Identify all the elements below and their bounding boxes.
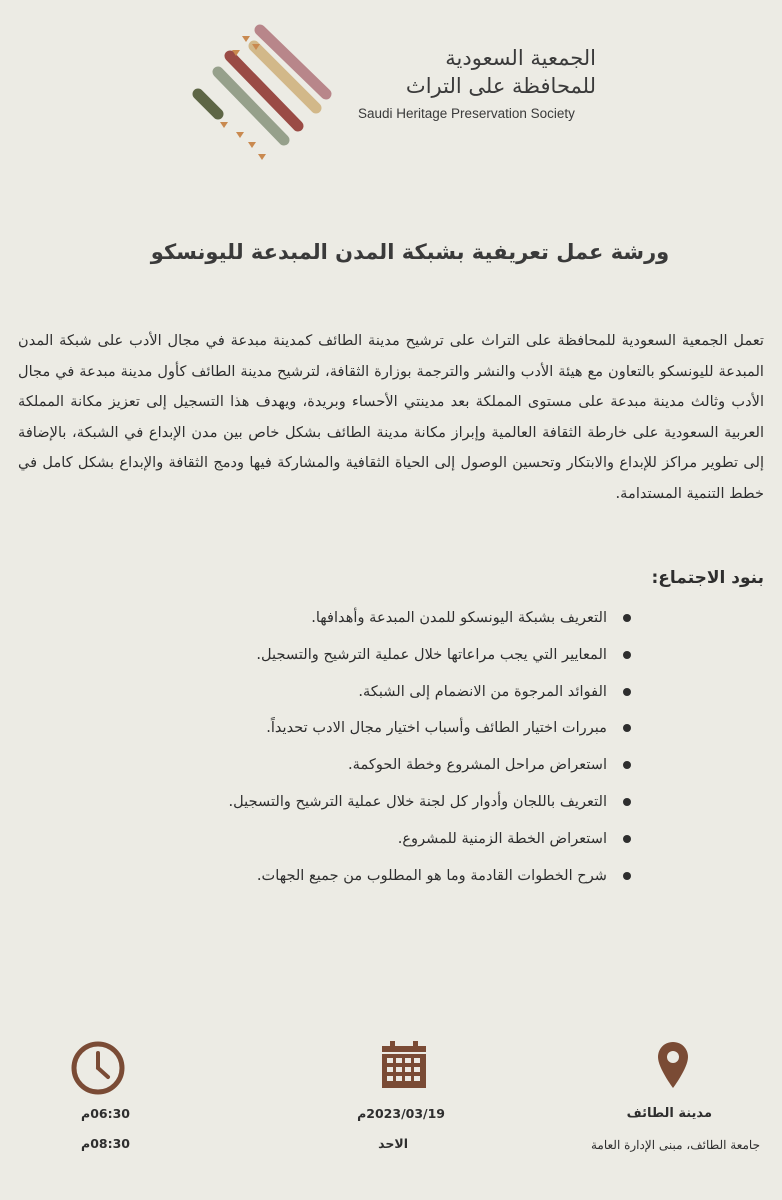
agenda-heading: بنود الاجتماع:	[651, 568, 764, 588]
agenda-item	[150, 677, 635, 714]
agenda-item	[150, 750, 635, 787]
bullet-icon	[623, 651, 631, 659]
agenda-item	[150, 787, 635, 824]
agenda-item-text: الفوائد المرجوة من الانضمام إلى الشبكة.	[358, 682, 607, 700]
location-pin-icon	[656, 1040, 690, 1090]
bullet-icon	[623, 761, 631, 769]
agenda-item	[150, 861, 635, 898]
bullet-icon	[623, 872, 631, 880]
agenda-item	[150, 713, 635, 750]
event-date: 2023/03/19م	[357, 1106, 445, 1121]
agenda-item-text: شرح الخطوات القادمة وما هو المطلوب من جميع الجهات.	[256, 866, 607, 884]
event-day: الاحد	[378, 1136, 408, 1151]
agenda-item-text: استعراض الخطة الزمنية للمشروع.	[397, 829, 607, 847]
event-city: مدينة الطائف	[626, 1106, 712, 1121]
agenda-item-text: التعريف بشبكة اليونسكو للمدن المبدعة وأهدافها.	[311, 609, 607, 626]
agenda-item	[150, 640, 635, 677]
calendar-icon	[380, 1040, 428, 1090]
bullet-icon	[623, 798, 631, 806]
society-logo-icon	[188, 22, 338, 167]
society-name-en: Saudi Heritage Preservation Society	[358, 106, 575, 121]
agenda-item-text: مبررات اختيار الطائف وأسباب اختيار مجال الادب تحديداً.	[266, 719, 607, 737]
agenda-item	[150, 824, 635, 861]
bullet-icon	[623, 835, 631, 843]
page-title: ورشة عمل تعريفية بشبكة المدن المبدعة لليونسكو	[150, 240, 670, 264]
bullet-icon	[623, 614, 631, 622]
agenda-list	[150, 603, 635, 897]
intro-paragraph: تعمل الجمعية السعودية للمحافظة على التراث على ترشيح مدينة الطائف كمدينة مبدعة في مجال الأدب على شبكة المدن المبدعة لليونسكو بالتعاون مع هيئة الأدب والنشر والترجمة بوزارة الثقافة، لترشيح مدينة الطائف كأول مدينة مبدعة في مجال الأدب وثالث مدينة مبدعة على مستوى المملكة بعد مدينتي الأحساء وبريدة، ويهدف هذا التسجيل إلى تعزيز مكانة المملكة العربية السعودية على خارطة الثقافة العالمية وإبراز مكانة مدينة الطائف بشكل خاص بين مدن الإبداع في الشبكة، بالإضافة إلى تطوير مراكز للإبداع والابتكار وتحسين الوصول إلى الحياة الثقافية والمشاركة فيها ودمج الثقافة والإبداع بشكل كامل في خطط التنمية المستدامة.	[18, 332, 764, 502]
bullet-icon	[623, 724, 631, 732]
agenda-item	[150, 603, 635, 640]
agenda-item-text: التعريف باللجان وأدوار كل لجنة خلال عملية الترشيح والتسجيل.	[228, 792, 607, 810]
event-venue: جامعة الطائف، مبنى الإدارة العامة	[590, 1138, 760, 1152]
bullet-icon	[623, 688, 631, 696]
end-time: 08:30م	[81, 1136, 130, 1151]
agenda-item-text: استعراض مراحل المشروع وخطة الحوكمة.	[348, 756, 607, 774]
start-time: 06:30م	[81, 1106, 130, 1121]
society-name-ar-line2: للمحافظة على التراث	[405, 74, 596, 98]
clock-icon	[70, 1040, 126, 1096]
society-name-ar-line1: الجمعية السعودية	[445, 46, 596, 70]
agenda-item-text: المعايير التي يجب مراعاتها خلال عملية الترشيح والتسجيل.	[256, 645, 607, 663]
